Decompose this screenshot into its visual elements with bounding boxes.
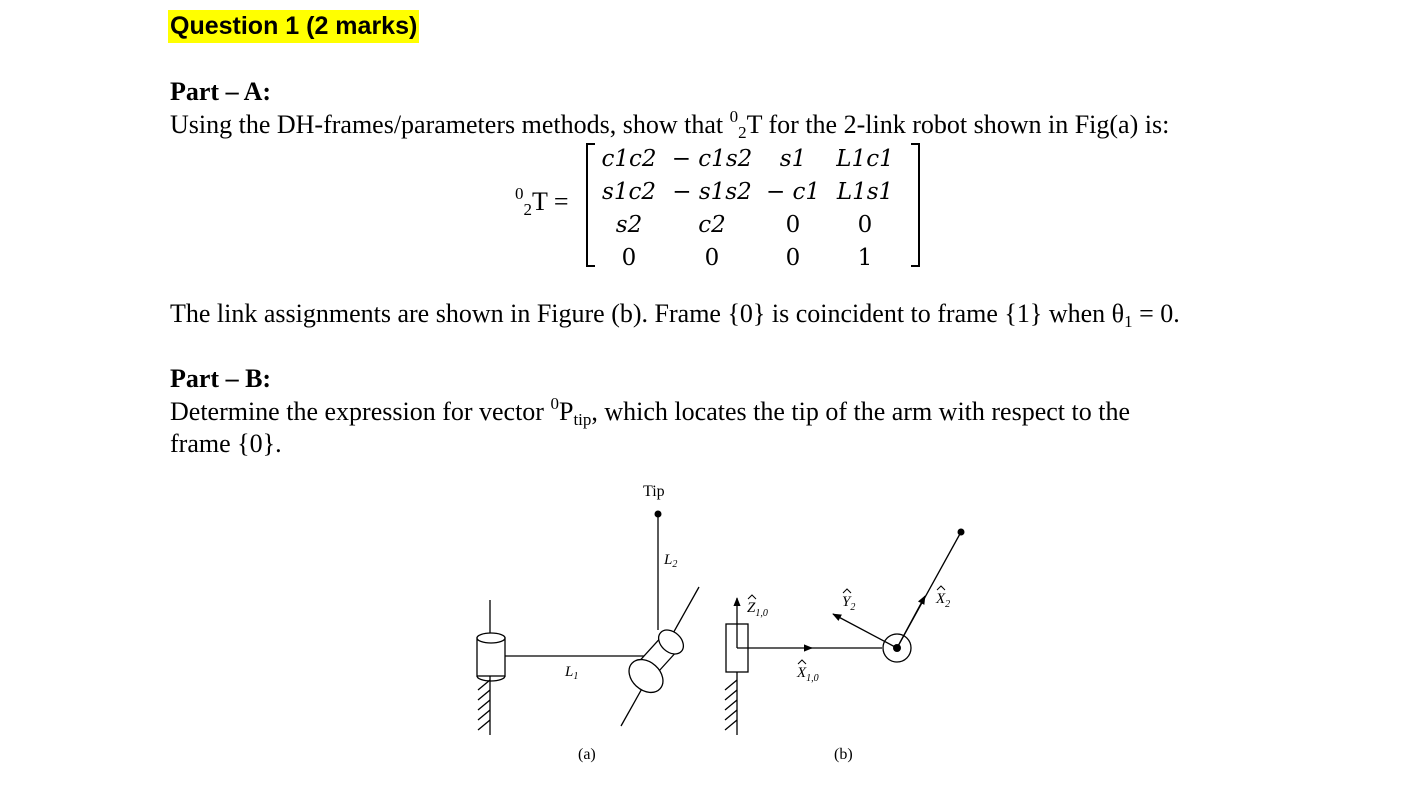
equation-lhs-sub: 2 bbox=[523, 200, 532, 219]
part-a-text-before: Using the DH-frames/parameters methods, show that bbox=[170, 110, 730, 139]
y2-axis-label-sub: 2 bbox=[850, 602, 856, 613]
part-b-heading: Part – B: bbox=[170, 364, 272, 393]
matrix-cell: 0 bbox=[621, 245, 637, 271]
caption-a: (a) bbox=[578, 746, 596, 763]
z-hat bbox=[748, 595, 756, 599]
x10-axis-label bbox=[796, 665, 819, 684]
matrix-cell: 0 bbox=[704, 245, 720, 271]
x2-hat bbox=[937, 586, 945, 590]
z-axis-label-main: Z bbox=[747, 600, 756, 616]
part-a-sup: 0 bbox=[729, 107, 739, 126]
l2-label-main: L bbox=[664, 552, 673, 568]
matrix-cell: s1c2 bbox=[602, 179, 656, 205]
caption-b: (b) bbox=[834, 746, 853, 763]
part-a-sub: 2 bbox=[738, 123, 747, 142]
figure-b bbox=[725, 529, 965, 764]
matrix-cell: 1 bbox=[857, 245, 873, 271]
x2-axis-label-sub: 2 bbox=[945, 599, 951, 610]
matrix-cell: s2 bbox=[615, 212, 643, 238]
l1-label-main: L bbox=[565, 664, 574, 680]
matrix-cell: s1 bbox=[779, 146, 807, 172]
link-text-after: = 0. bbox=[1132, 299, 1180, 328]
ground-hatch-a bbox=[478, 676, 490, 735]
y2-hat bbox=[843, 589, 851, 593]
matrix-cell: 0 bbox=[785, 245, 801, 271]
matrix-cell: c1c2 bbox=[601, 146, 657, 172]
tip-point-a bbox=[655, 511, 662, 518]
second-joint-cylinder bbox=[623, 625, 689, 699]
x10-axis-label-sub: 1,0 bbox=[806, 673, 819, 684]
z-axis-label bbox=[747, 600, 768, 619]
part-b-text-before: Determine the expression for vector bbox=[170, 397, 551, 426]
y2-axis-label bbox=[842, 594, 855, 613]
matrix-cell: L1c1 bbox=[836, 146, 894, 172]
matrix-cell: − s1s2 bbox=[672, 179, 752, 205]
figure-a bbox=[477, 483, 699, 763]
matrix-cell: L1s1 bbox=[836, 179, 894, 205]
theta-sub: 1 bbox=[1124, 312, 1133, 331]
x10-axis-label-main: X bbox=[797, 665, 807, 681]
l1-label bbox=[564, 664, 578, 682]
matrix-cell: c2 bbox=[698, 212, 726, 238]
part-b-sup: 0 bbox=[550, 394, 559, 413]
l2-label bbox=[663, 552, 677, 570]
l1-label-sub: 1 bbox=[573, 671, 579, 682]
tip-label: Tip bbox=[643, 483, 665, 500]
matrix-cell: − c1 bbox=[765, 179, 821, 205]
link-text-before: The link assignments are shown in Figure (b). Frame {0} is coincident to frame {1} when θ bbox=[170, 299, 1125, 328]
part-b-symbol: P bbox=[558, 397, 574, 426]
y2-axis-arrow bbox=[833, 614, 897, 648]
matrix-cell: 0 bbox=[785, 212, 801, 238]
z-axis-label-sub: 1,0 bbox=[755, 608, 768, 619]
part-a-text-after: for the 2-link robot shown in Fig(a) is: bbox=[762, 110, 1170, 139]
x2-axis-label-main: X bbox=[936, 591, 946, 607]
l2-label-sub: 2 bbox=[672, 559, 678, 570]
part-b-sub: tip bbox=[573, 410, 592, 429]
base-joint-cylinder bbox=[477, 600, 505, 681]
ground-hatch-b bbox=[725, 672, 737, 735]
equation-lhs-sup: 0 bbox=[515, 184, 524, 203]
matrix-cell: 0 bbox=[857, 212, 873, 238]
x10-hat bbox=[798, 660, 806, 664]
y2-axis-label-main: Y bbox=[842, 594, 851, 610]
part-b-text-after: , which locates the tip of the arm with respect to the bbox=[591, 397, 1131, 426]
tip-point-b bbox=[958, 529, 965, 536]
part-b-line2: frame {0}. bbox=[170, 429, 282, 458]
part-a-heading: Part – A: bbox=[170, 77, 272, 106]
x2-axis-arrow bbox=[897, 596, 925, 648]
x2-axis-label bbox=[935, 591, 950, 610]
part-a-symbol: T bbox=[746, 110, 763, 139]
question-title: Question 1 (2 marks) bbox=[168, 10, 419, 43]
equation-equals: = bbox=[547, 187, 569, 216]
equation-lhs-symbol: T bbox=[532, 187, 548, 216]
matrix-cell: − c1s2 bbox=[671, 146, 753, 172]
